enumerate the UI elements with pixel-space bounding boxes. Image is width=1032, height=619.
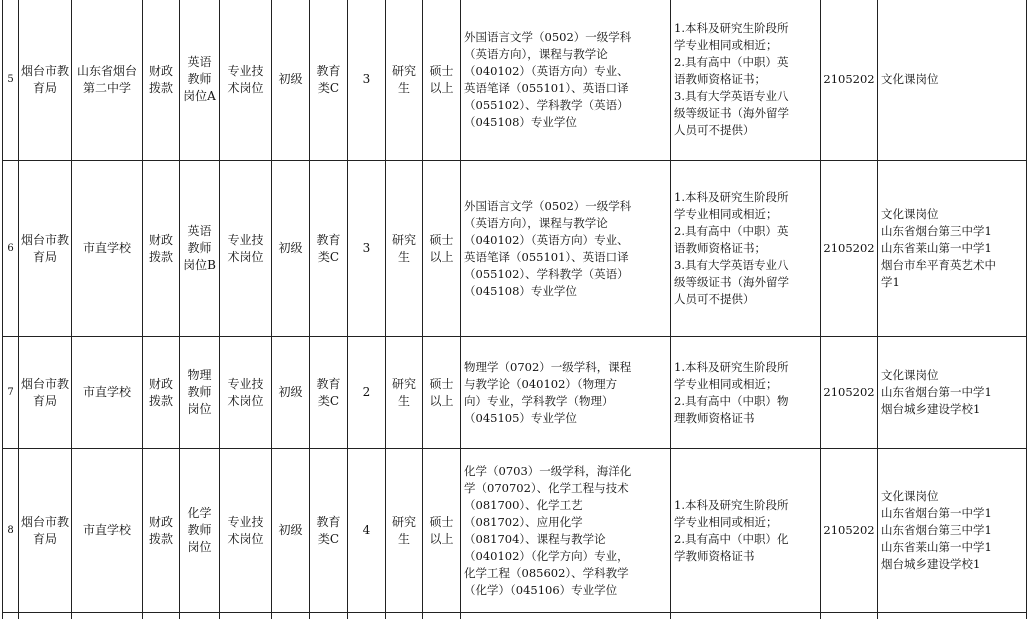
empty-cell bbox=[821, 613, 878, 619]
department-cell: 烟台市教育局 bbox=[19, 449, 72, 613]
education-cell: 研究生 bbox=[386, 161, 423, 337]
major-line: 与教学论（040102）（物理方 bbox=[464, 376, 618, 391]
code-cell: 2105202 bbox=[821, 337, 878, 449]
degree-cell: 硕士以上 bbox=[423, 337, 461, 449]
major-line: 外国语言文学（0502）一级学科 bbox=[464, 198, 632, 213]
requirements-cell bbox=[671, 337, 821, 449]
remark-line: 文化课岗位 bbox=[881, 207, 939, 221]
unit-cell: 山东省烟台第二中学 bbox=[72, 0, 143, 161]
code-cell: 2105202 bbox=[821, 0, 878, 161]
empty-cell bbox=[310, 613, 348, 619]
code-cell: 2105202 bbox=[821, 449, 878, 613]
post-cell: 物理教师岗位 bbox=[180, 337, 220, 449]
major-line: 化学工程（085602）、学科教学 bbox=[464, 565, 629, 580]
requirement-line: 级等级证书（海外留学 bbox=[674, 275, 789, 289]
count-cell: 3 bbox=[348, 0, 386, 161]
funding-cell: 财政拨款 bbox=[143, 449, 180, 613]
remark-line: 山东省烟台第三中学1 bbox=[881, 224, 992, 238]
requirements-cell bbox=[671, 449, 821, 613]
degree-cell: 硕士以上 bbox=[423, 449, 461, 613]
major-line: 外国语言文学（0502）一级学科 bbox=[464, 29, 632, 44]
type-cell: 教育类C bbox=[310, 0, 348, 161]
department-cell: 烟台市教育局 bbox=[19, 161, 72, 337]
major-cell bbox=[461, 449, 671, 613]
education-cell: 研究生 bbox=[386, 337, 423, 449]
empty-cell bbox=[19, 613, 72, 619]
funding-cell: 财政拨款 bbox=[143, 337, 180, 449]
type-cell: 教育类C bbox=[310, 161, 348, 337]
category-cell: 专业技术岗位 bbox=[220, 449, 272, 613]
requirement-line: 1.本科及研究生阶段所 bbox=[674, 359, 789, 374]
education-cell: 研究生 bbox=[386, 0, 423, 161]
requirement-line: 1.本科及研究生阶段所 bbox=[674, 21, 789, 35]
remark-cell bbox=[878, 337, 1027, 449]
table-row bbox=[3, 0, 1027, 161]
remark-line: 山东省烟台第三中学1 bbox=[881, 523, 992, 537]
code-cell: 2105202 bbox=[821, 161, 878, 337]
major-line: （化学）（045106）专业学位 bbox=[464, 582, 618, 597]
post-cell: 化学教师岗位 bbox=[180, 449, 220, 613]
degree-cell: 硕士以上 bbox=[423, 161, 461, 337]
major-line: （英语方向），课程与教学论 bbox=[464, 46, 608, 61]
major-line: （045105）专业学位 bbox=[464, 410, 577, 425]
category-cell: 专业技术岗位 bbox=[220, 337, 272, 449]
requirement-line: 理教师资格证书 bbox=[674, 410, 755, 425]
requirement-line: 学专业相同或相近； bbox=[674, 514, 778, 529]
requirement-line: 学专业相同或相近； bbox=[674, 376, 778, 391]
major-line: （045108）专业学位 bbox=[464, 114, 577, 129]
major-line: （045108）专业学位 bbox=[464, 283, 577, 298]
remark-line: 山东省烟台第一中学1 bbox=[881, 385, 992, 399]
requirement-line: 语教师资格证书； bbox=[674, 241, 766, 255]
empty-cell bbox=[180, 613, 220, 619]
count-cell: 4 bbox=[348, 449, 386, 613]
remark-cell bbox=[878, 449, 1027, 613]
major-line: （040102）（英语方向）专业、 bbox=[464, 63, 629, 78]
requirements-cell bbox=[671, 0, 821, 161]
remark-cell bbox=[878, 0, 1027, 161]
requirement-line: 级等级证书（海外留学 bbox=[674, 106, 789, 120]
unit-cell: 市直学校 bbox=[72, 337, 143, 449]
level-cell: 初级 bbox=[272, 449, 310, 613]
department-cell: 烟台市教育局 bbox=[19, 0, 72, 161]
major-line: 向）专业，学科教学（物理） bbox=[464, 393, 614, 408]
remark-line: 文化课岗位 bbox=[881, 489, 939, 503]
remark-line: 烟台市牟平育英艺术中 bbox=[881, 258, 996, 272]
major-line: （055102）、学科教学（英语） bbox=[464, 97, 629, 112]
row-index: 5 bbox=[3, 0, 19, 161]
table-row-partial bbox=[3, 613, 1027, 619]
remark-line: 山东省莱山第一中学1 bbox=[881, 540, 992, 554]
major-line: （040102）（英语方向）专业、 bbox=[464, 232, 629, 247]
level-cell: 初级 bbox=[272, 0, 310, 161]
empty-cell bbox=[143, 613, 180, 619]
major-cell bbox=[461, 0, 671, 161]
requirement-line: 人员可不提供） bbox=[674, 123, 755, 137]
count-cell: 2 bbox=[348, 337, 386, 449]
remark-cell bbox=[878, 161, 1027, 337]
major-cell bbox=[461, 161, 671, 337]
remark-line: 文化课岗位 bbox=[881, 72, 939, 86]
empty-cell bbox=[348, 613, 386, 619]
remark-line: 学1 bbox=[881, 275, 900, 289]
education-cell: 研究生 bbox=[386, 449, 423, 613]
empty-cell bbox=[272, 613, 310, 619]
post-cell: 英语教师岗位A bbox=[180, 0, 220, 161]
unit-cell: 市直学校 bbox=[72, 449, 143, 613]
major-line: 英语笔译（055101）、英语口译 bbox=[464, 80, 629, 95]
major-line: （081702）、应用化学 bbox=[464, 514, 583, 529]
requirement-line: 2.具有高中（中职）英 bbox=[674, 55, 789, 69]
requirement-line: 人员可不提供） bbox=[674, 292, 755, 306]
degree-cell: 硕士以上 bbox=[423, 0, 461, 161]
funding-cell: 财政拨款 bbox=[143, 161, 180, 337]
requirement-line: 1.本科及研究生阶段所 bbox=[674, 190, 789, 204]
type-cell: 教育类C bbox=[310, 449, 348, 613]
major-line: 化学（0703）一级学科，海洋化 bbox=[464, 463, 632, 478]
row-index: 7 bbox=[3, 337, 19, 449]
requirement-line: 3.具有大学英语专业八 bbox=[674, 89, 789, 103]
type-cell: 教育类C bbox=[310, 337, 348, 449]
empty-cell bbox=[386, 613, 423, 619]
category-cell: 专业技术岗位 bbox=[220, 161, 272, 337]
post-cell: 英语教师岗位B bbox=[180, 161, 220, 337]
row-index: 6 bbox=[3, 161, 19, 337]
remark-line: 山东省烟台第一中学1 bbox=[881, 506, 992, 520]
empty-cell bbox=[671, 613, 821, 619]
empty-cell bbox=[461, 613, 671, 619]
major-line: 学（070702）、化学工程与技术 bbox=[464, 480, 629, 495]
remark-line: 烟台城乡建设学校1 bbox=[881, 557, 981, 571]
remark-line: 山东省莱山第一中学1 bbox=[881, 241, 992, 255]
major-line: （040102）（化学方向）专业， bbox=[464, 548, 629, 563]
requirement-line: 语教师资格证书； bbox=[674, 72, 766, 86]
requirement-line: 学专业相同或相近； bbox=[674, 38, 778, 52]
requirement-line: 2.具有高中（中职）英 bbox=[674, 224, 789, 238]
major-line: （英语方向），课程与教学论 bbox=[464, 215, 608, 230]
empty-cell bbox=[72, 613, 143, 619]
category-cell: 专业技术岗位 bbox=[220, 0, 272, 161]
requirements-cell bbox=[671, 161, 821, 337]
count-cell: 3 bbox=[348, 161, 386, 337]
recruitment-table bbox=[2, 0, 1027, 619]
major-cell bbox=[461, 337, 671, 449]
funding-cell: 财政拨款 bbox=[143, 0, 180, 161]
row-index: 8 bbox=[3, 449, 19, 613]
empty-cell bbox=[220, 613, 272, 619]
table-row bbox=[3, 337, 1027, 449]
empty-cell bbox=[423, 613, 461, 619]
requirement-line: 学教师资格证书 bbox=[674, 548, 755, 563]
requirement-line: 2.具有高中（中职）物 bbox=[674, 393, 789, 408]
major-line: 物理学（0702）一级学科，课程 bbox=[464, 359, 632, 374]
major-line: （055102）、学科教学（英语） bbox=[464, 266, 629, 281]
remark-line: 烟台城乡建设学校1 bbox=[881, 402, 981, 416]
table-row bbox=[3, 161, 1027, 337]
level-cell: 初级 bbox=[272, 161, 310, 337]
table-row bbox=[3, 449, 1027, 613]
unit-cell: 市直学校 bbox=[72, 161, 143, 337]
requirement-line: 3.具有大学英语专业八 bbox=[674, 258, 789, 272]
department-cell: 烟台市教育局 bbox=[19, 337, 72, 449]
major-line: 英语笔译（055101）、英语口译 bbox=[464, 249, 629, 264]
major-line: （081700）、化学工艺 bbox=[464, 497, 583, 512]
requirement-line: 2.具有高中（中职）化 bbox=[674, 531, 789, 546]
requirement-line: 学专业相同或相近； bbox=[674, 207, 778, 221]
remark-line: 文化课岗位 bbox=[881, 368, 939, 382]
empty-cell bbox=[878, 613, 1027, 619]
level-cell: 初级 bbox=[272, 337, 310, 449]
requirement-line: 1.本科及研究生阶段所 bbox=[674, 497, 789, 512]
empty-cell bbox=[3, 613, 19, 619]
major-line: （081704）、课程与教学论 bbox=[464, 531, 606, 546]
